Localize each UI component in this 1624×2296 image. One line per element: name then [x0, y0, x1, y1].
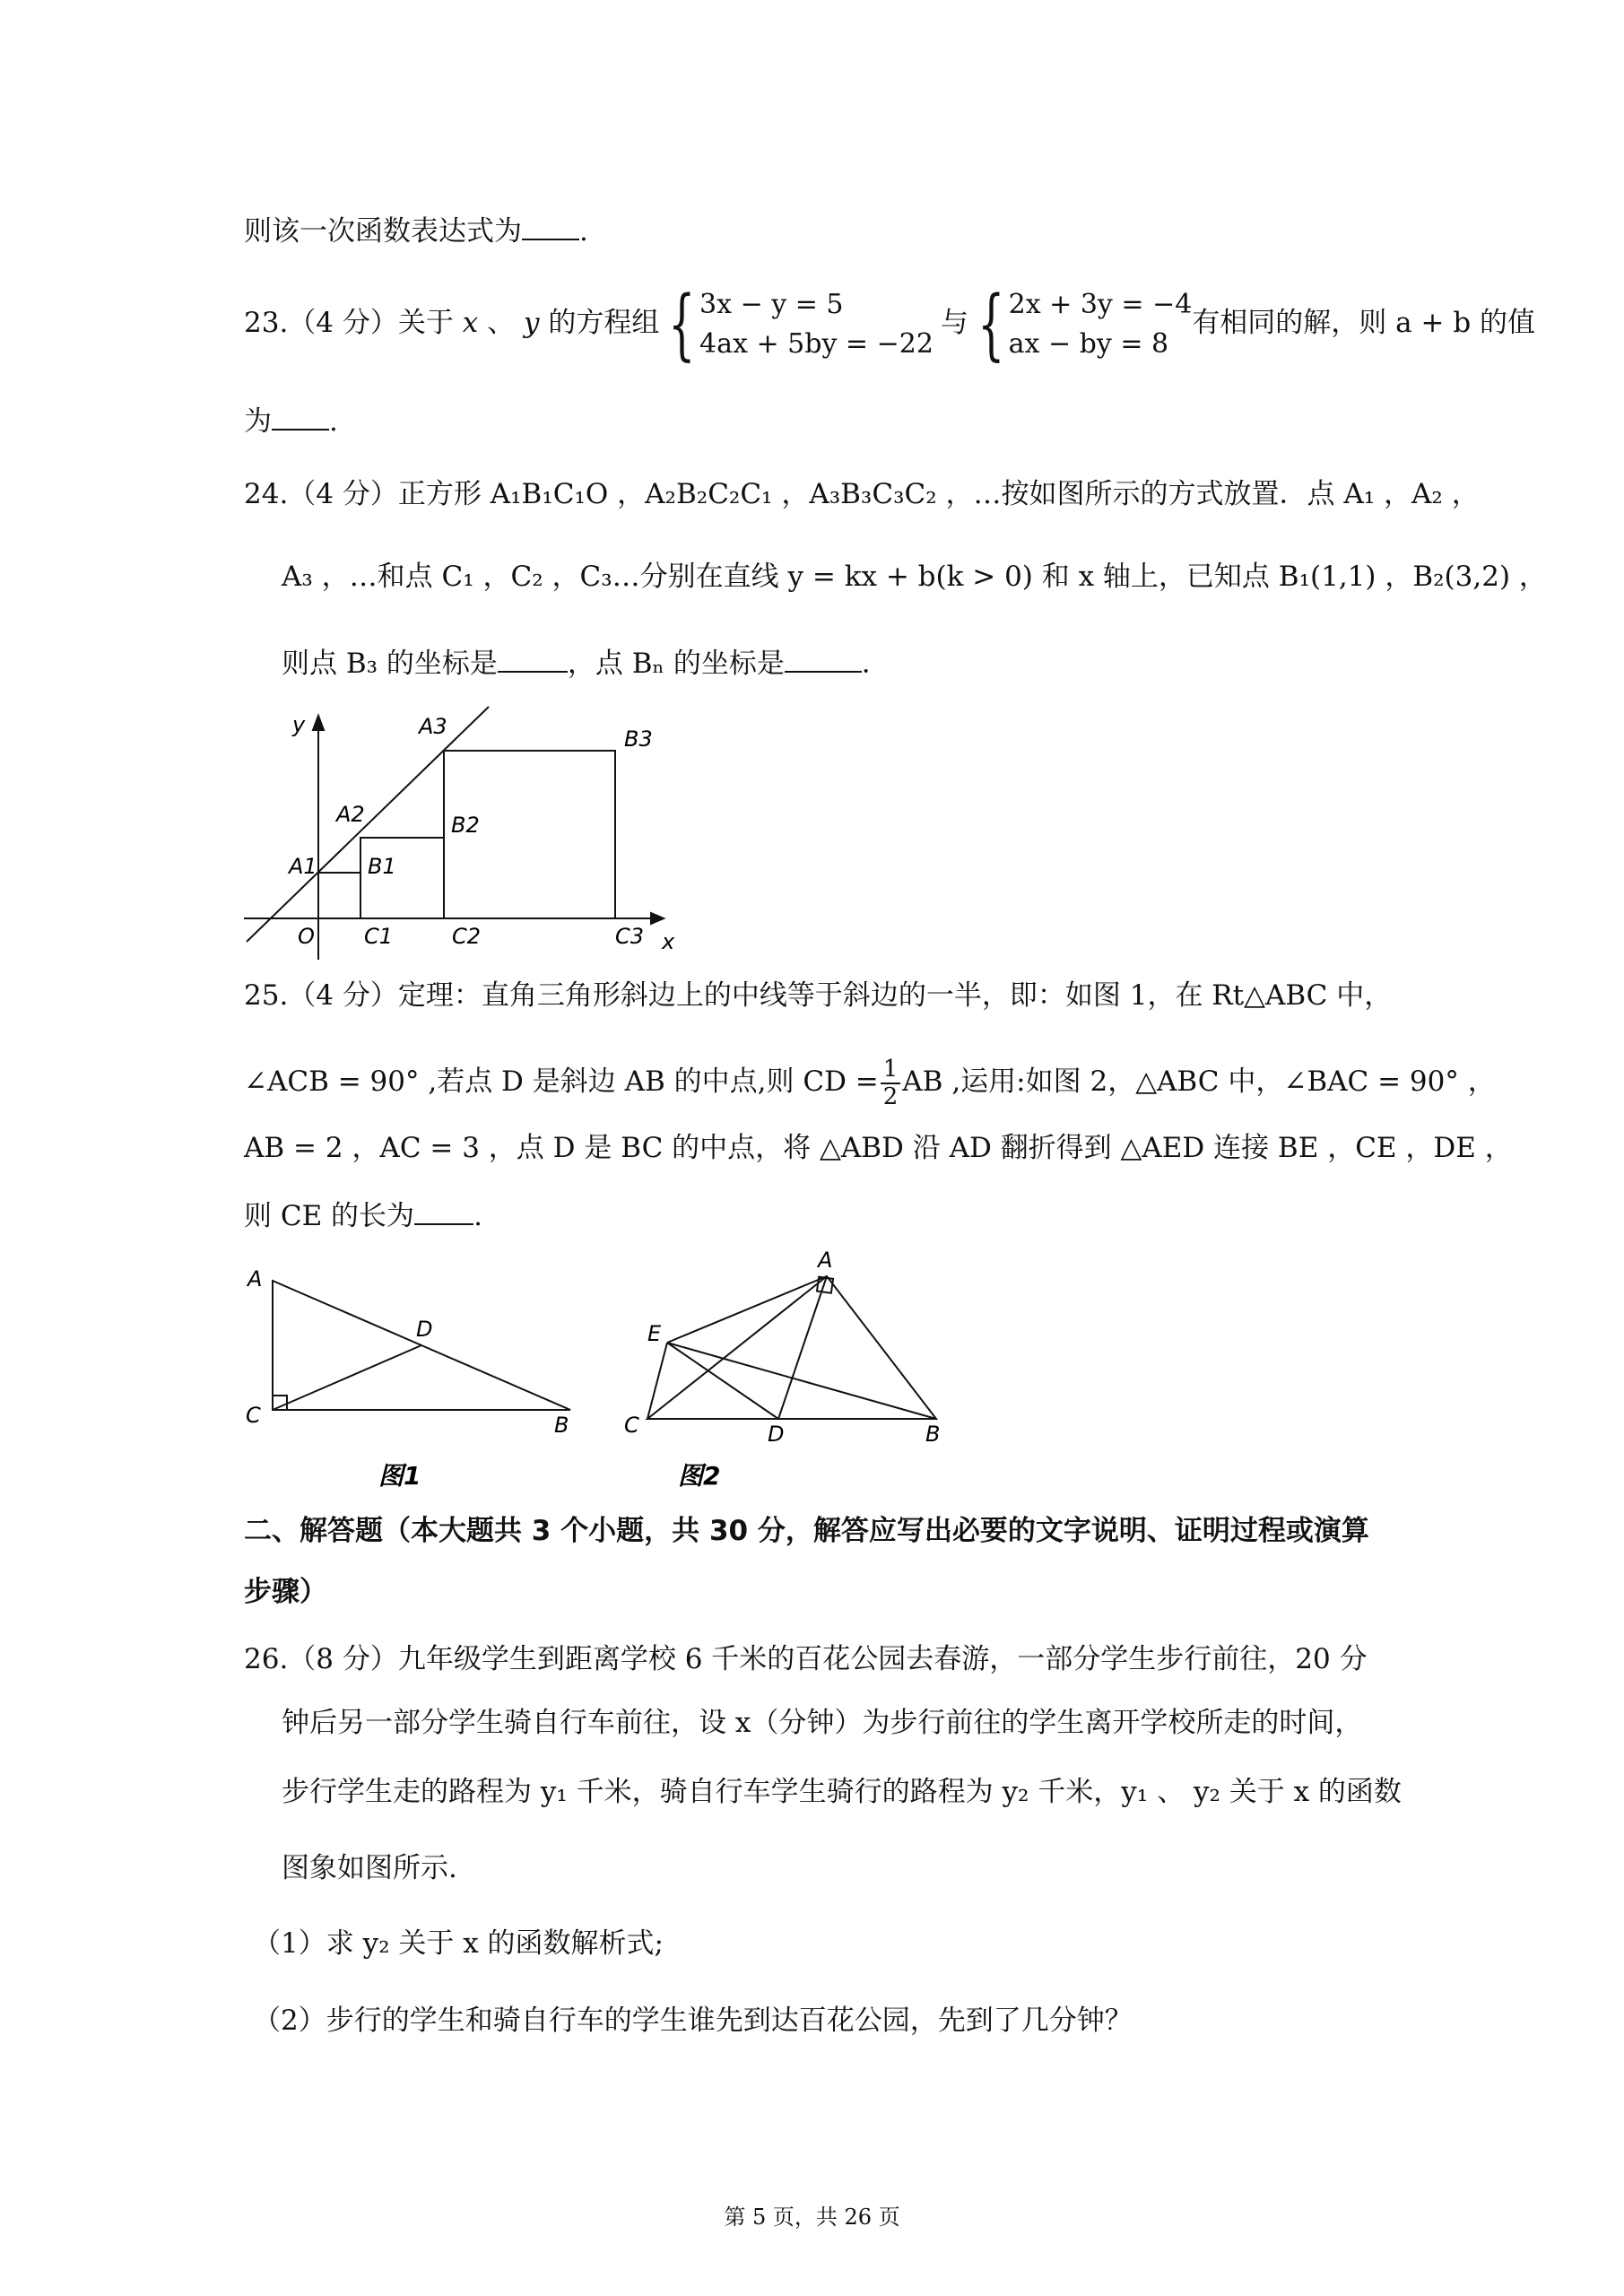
label-A: A	[818, 1248, 833, 1273]
question-25-line4: 则 CE 的长为 .	[244, 1200, 482, 1232]
label-D: D	[416, 1317, 433, 1342]
label-B1: B1	[368, 854, 396, 879]
answer-blank	[522, 215, 579, 240]
question-26-line2: 钟后另一部分学生骑自行车前往，设 x（分钟）为步行前往的学生离开学校所走的时间，	[282, 1707, 1363, 1739]
question-26-part1: （1）求 y₂ 关于 x 的函数解析式;	[253, 1927, 664, 1960]
label-O: O	[298, 924, 315, 949]
label-C3: C3	[615, 924, 645, 949]
label-B2: B2	[451, 813, 480, 838]
question-25-line1: 25.（4 分）定理：直角三角形斜边上的中线等于斜边的一半，即：如图 1，在 Rt△ABC 中，	[244, 979, 1393, 1012]
answer-blank	[414, 1200, 473, 1225]
question-26-line3: 步行学生走的路程为 y₁ 千米，骑自行车学生骑行的路程为 y₂ 千米，y₁ 、 y₂ 关于 x 的函数	[282, 1776, 1402, 1808]
caption-fig2: 图2	[678, 1461, 721, 1491]
label-B3: B3	[624, 726, 653, 752]
triangle-ABC	[647, 1276, 936, 1419]
question-26-line1: 26.（8 分）九年级学生到距离学校 6 千米的百花公园去春游，一部分学生步行前往，20 分	[244, 1643, 1368, 1675]
section-heading: 二、解答题（本大题共 3 个小题，共 30 分，解答应写出必要的文字说明、证明过程或演算	[244, 1515, 1369, 1547]
segment-EB	[667, 1343, 936, 1419]
label-A2: A2	[336, 802, 365, 827]
question-24-line3: 则点 B₃ 的坐标是 ，点 Bₙ 的坐标是 ．	[282, 648, 890, 680]
equation-system-2: 2x + 3y = −4 ax − by = 8	[1008, 289, 1193, 360]
label-x: x	[662, 929, 675, 954]
caption-fig1: 图1	[378, 1461, 421, 1491]
median-CD	[273, 1345, 421, 1410]
label-E: E	[647, 1321, 662, 1346]
label-C1: C1	[364, 924, 394, 949]
section-heading-line2: 步骤）	[244, 1576, 327, 1608]
segment-ED	[667, 1343, 778, 1419]
square-1	[318, 873, 360, 918]
question-25-line3: AB = 2 ，AC = 3 ，点 D 是 BC 的中点，将 △ABD 沿 AD 翻折得到 △AED 连接 BE ，CE ，DE ，	[244, 1132, 1513, 1164]
question-25-line2: ∠ACB = 90° ,若点 D 是斜边 AB 的中点,则 CD = $\frac{1}{2}$ AB ,运用:如图 2，△ABC 中，∠BAC = 90° ，	[244, 1056, 1496, 1110]
triangle-figure-1	[235, 1256, 594, 1498]
q22-tail: 则该一次函数表达式为 .	[244, 215, 588, 248]
brace: {	[977, 279, 1005, 370]
y-axis-arrow	[313, 716, 324, 730]
brace: {	[668, 279, 696, 370]
question-23: 23.（4 分）关于 x 、 y 的方程组 { 3x − y = 5 4ax + 5by = −22 与 { 2x + 3y = −4 ax − by = 8 有相同的解，则 a + b 的值	[244, 279, 1536, 370]
fraction-one-half: $\frac{1}{2}$	[881, 1057, 901, 1109]
label-A: A	[248, 1266, 263, 1292]
answer-blank	[272, 405, 329, 430]
x-axis-arrow	[651, 913, 664, 924]
segment-AE	[667, 1276, 827, 1343]
label-y: y	[292, 712, 306, 737]
equation-system-1: 3x − y = 5 4ax + 5by = −22	[699, 289, 934, 360]
label-B: B	[554, 1413, 569, 1438]
label-C: C	[624, 1413, 639, 1438]
answer-blank-bn	[785, 648, 862, 673]
squares-on-line-figure	[233, 700, 699, 969]
label-A1: A1	[289, 854, 317, 879]
question-23-line2: 为 .	[244, 405, 338, 438]
label-A3: A3	[419, 714, 447, 739]
question-24-line2: A₃ ，…和点 C₁ ，C₂ ，C₃…分别在直线 y = kx + b(k > 0) 和 x 轴上，已知点 B₁(1,1) ，B₂(3,2) ，	[282, 561, 1547, 593]
segment-AD	[778, 1276, 827, 1419]
question-26-line4: 图象如图所示.	[282, 1852, 457, 1884]
label-B: B	[925, 1422, 941, 1447]
label-C2: C2	[452, 924, 482, 949]
segment-EC	[647, 1343, 667, 1419]
page-footer: 第 5 页，共 26 页	[724, 2205, 900, 2230]
label-D: D	[768, 1422, 785, 1447]
question-24-line1: 24.（4 分）正方形 A₁B₁C₁O ，A₂B₂C₂C₁ ，A₃B₃C₃C₂ ，…按如图所示的方式放置．点 A₁ ，A₂ ，	[244, 478, 1480, 510]
label-C: C	[246, 1403, 261, 1428]
triangle-figure-2	[619, 1242, 977, 1498]
answer-blank-b3	[498, 648, 568, 673]
question-26-part2: （2）步行的学生和骑自行车的学生谁先到达百花公园，先到了几分钟？	[253, 2005, 1133, 2037]
